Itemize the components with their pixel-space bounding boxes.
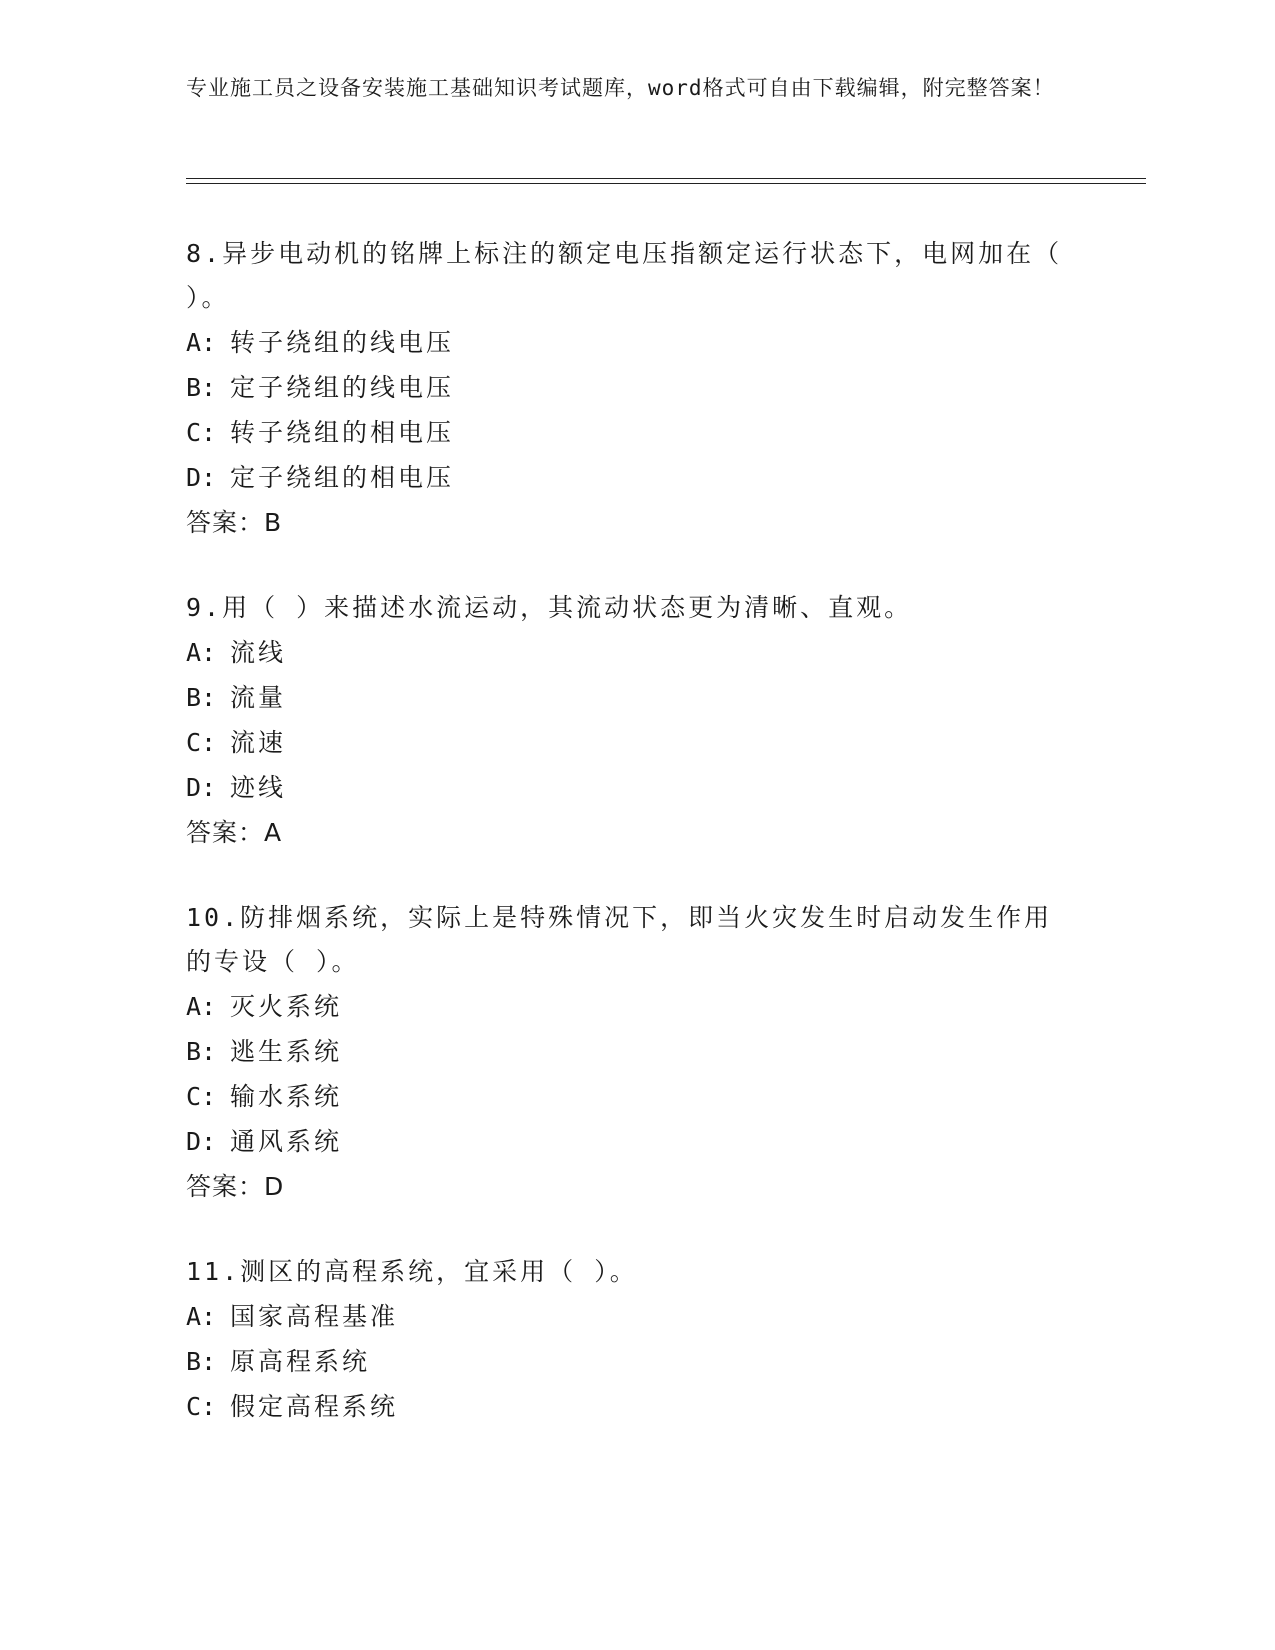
option-c xyxy=(186,720,1146,765)
option-text: 流速 xyxy=(230,728,287,757)
option-d xyxy=(186,765,1146,810)
option-b xyxy=(186,1029,1146,1074)
option-text: 转子绕组的线电压 xyxy=(230,328,455,357)
question-list xyxy=(186,232,1146,1469)
option-d xyxy=(186,455,1146,500)
question-stem: 10.防排烟系统，实际上是特殊情况下，即当火灾发生时启动发生作用的专设（ ）。 xyxy=(186,903,1053,976)
question-stem: 8.异步电动机的铭牌上标注的额定电压指额定运行状态下，电网加在（ ）。 xyxy=(186,239,1063,312)
question-8 xyxy=(186,232,1146,546)
option-b xyxy=(186,365,1146,410)
option-text: 逃生系统 xyxy=(230,1037,343,1066)
question-stem: 11.测区的高程系统，宜采用（ ）。 xyxy=(186,1257,638,1286)
answer-line: 答案：D xyxy=(186,1172,285,1201)
option-key: A: xyxy=(186,328,217,357)
option-key: C: xyxy=(186,728,217,757)
option-key: B: xyxy=(186,683,217,712)
option-text: 输水系统 xyxy=(230,1082,343,1111)
option-key: B: xyxy=(186,1037,217,1066)
option-key: A: xyxy=(186,992,217,1021)
option-key: D: xyxy=(186,463,217,492)
option-a xyxy=(186,984,1146,1029)
option-key: A: xyxy=(186,638,217,667)
option-d xyxy=(186,1119,1146,1164)
option-a xyxy=(186,1294,1146,1339)
option-text: 流量 xyxy=(230,683,287,712)
option-c xyxy=(186,1074,1146,1119)
option-key: C: xyxy=(186,1082,217,1111)
document-page xyxy=(186,0,1146,1650)
option-text: 转子绕组的相电压 xyxy=(230,418,455,447)
option-key: A: xyxy=(186,1302,217,1331)
option-text: 假定高程系统 xyxy=(230,1392,399,1421)
option-b xyxy=(186,675,1146,720)
option-key: B: xyxy=(186,1347,217,1376)
option-key: C: xyxy=(186,418,217,447)
option-c xyxy=(186,1384,1146,1429)
question-10 xyxy=(186,896,1146,1210)
option-c xyxy=(186,410,1146,455)
question-stem: 9.用（ ）来描述水流运动，其流动状态更为清晰、直观。 xyxy=(186,593,913,622)
header-double-rule xyxy=(186,178,1146,184)
option-text: 迹线 xyxy=(230,773,287,802)
answer-line: 答案：A xyxy=(186,818,283,847)
answer-line: 答案：B xyxy=(186,508,283,537)
option-key: D: xyxy=(186,1127,217,1156)
option-a xyxy=(186,630,1146,675)
option-a xyxy=(186,320,1146,365)
option-text: 国家高程基准 xyxy=(230,1302,399,1331)
option-text: 定子绕组的相电压 xyxy=(230,463,455,492)
option-key: C: xyxy=(186,1392,217,1421)
question-9 xyxy=(186,586,1146,856)
option-text: 流线 xyxy=(230,638,287,667)
option-text: 通风系统 xyxy=(230,1127,343,1156)
option-b xyxy=(186,1339,1146,1384)
option-key: D: xyxy=(186,773,217,802)
option-text: 定子绕组的线电压 xyxy=(230,373,455,402)
document-header: 专业施工员之设备安装施工基础知识考试题库，word格式可自由下载编辑，附完整答案！ xyxy=(186,76,1055,100)
option-key: B: xyxy=(186,373,217,402)
option-text: 原高程系统 xyxy=(230,1347,371,1376)
question-11 xyxy=(186,1250,1146,1429)
option-text: 灭火系统 xyxy=(230,992,343,1021)
